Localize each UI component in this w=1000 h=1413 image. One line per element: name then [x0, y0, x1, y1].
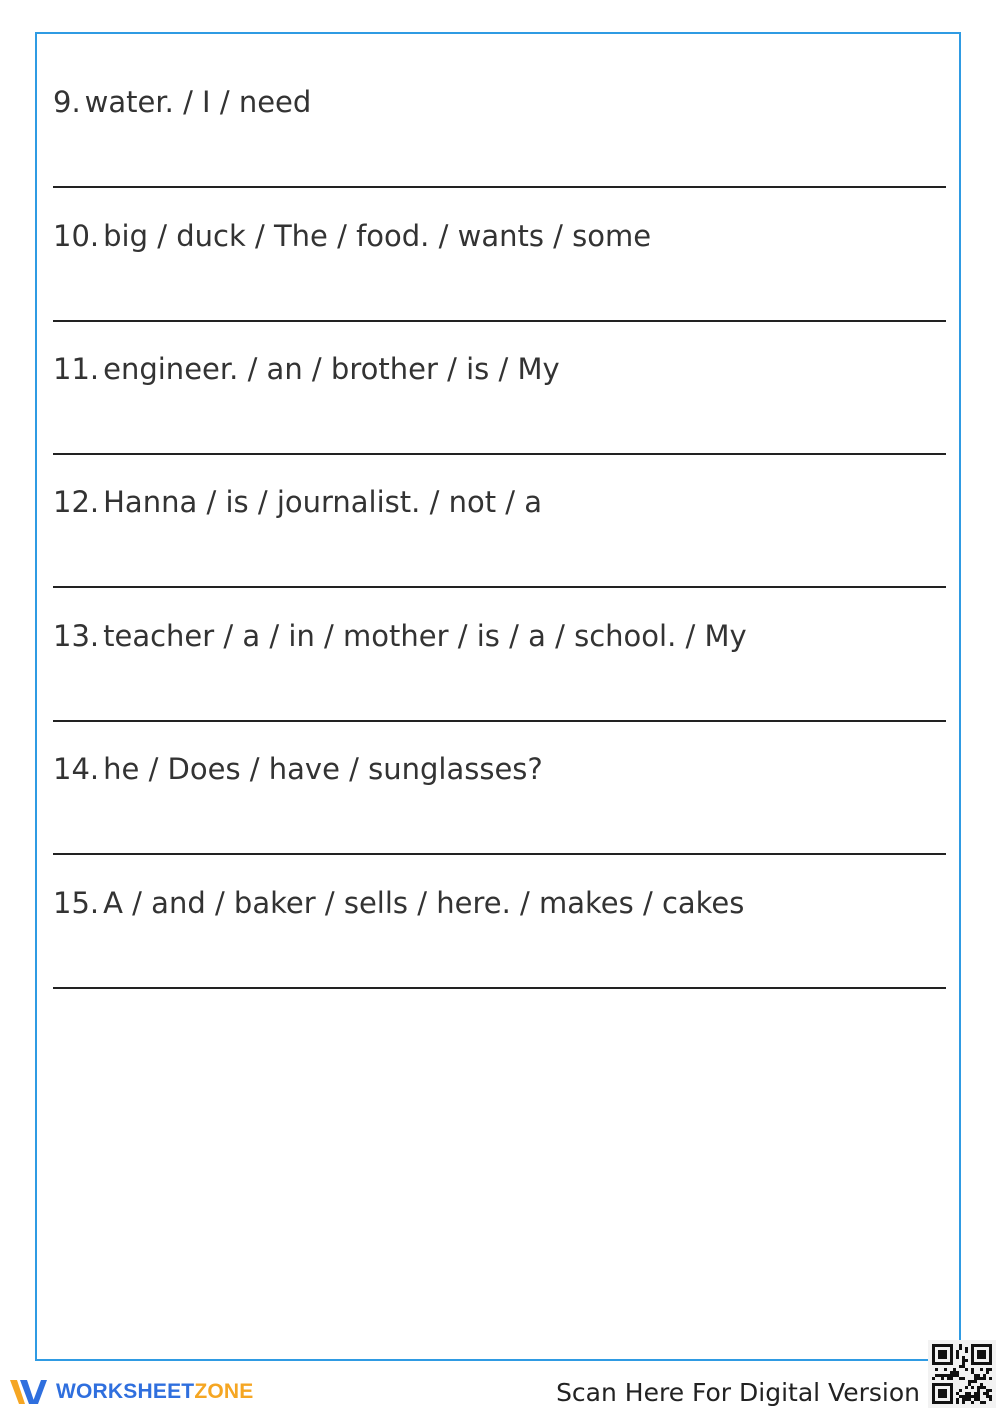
question-number: 10. — [53, 219, 100, 253]
question-11 — [53, 317, 946, 450]
question-prompt — [53, 218, 651, 254]
scrambled-words: teacher / a / in / mother / is / a / school. / My — [103, 619, 747, 653]
question-prompt — [53, 885, 744, 921]
worksheetzone-logo-icon — [8, 1376, 50, 1408]
question-number: 12. — [53, 485, 100, 519]
question-prompt — [53, 751, 543, 787]
question-9 — [53, 50, 946, 183]
question-number: 9. — [53, 85, 81, 119]
question-number: 11. — [53, 352, 100, 386]
question-prompt — [53, 618, 747, 654]
qr-code-icon[interactable] — [928, 1340, 996, 1408]
brand-logo — [8, 1376, 253, 1408]
question-prompt — [53, 84, 311, 120]
question-prompt — [53, 351, 560, 387]
question-14 — [53, 717, 946, 850]
question-number: 13. — [53, 619, 100, 653]
brand-name-part2: ZONE — [194, 1380, 254, 1403]
scan-label: Scan Here For Digital Version — [556, 1378, 920, 1407]
scrambled-words: engineer. / an / brother / is / My — [103, 352, 560, 386]
brand-name-part1: WORKSHEET — [56, 1380, 195, 1403]
answer-line[interactable] — [53, 987, 946, 989]
question-13 — [53, 584, 946, 717]
scrambled-words: A / and / baker / sells / here. / makes / cakes — [103, 886, 745, 920]
question-12 — [53, 450, 946, 583]
brand-name — [56, 1380, 253, 1404]
scrambled-words: big / duck / The / food. / wants / some — [103, 219, 652, 253]
question-prompt — [53, 484, 542, 520]
question-number: 15. — [53, 886, 100, 920]
question-number: 14. — [53, 752, 100, 786]
scrambled-words: water. / I / need — [84, 85, 312, 119]
scrambled-words: Hanna / is / journalist. / not / a — [103, 485, 543, 519]
question-10 — [53, 184, 946, 317]
qr-code-graphic — [928, 1340, 996, 1408]
question-15 — [53, 851, 946, 984]
scrambled-words: he / Does / have / sunglasses? — [103, 752, 543, 786]
